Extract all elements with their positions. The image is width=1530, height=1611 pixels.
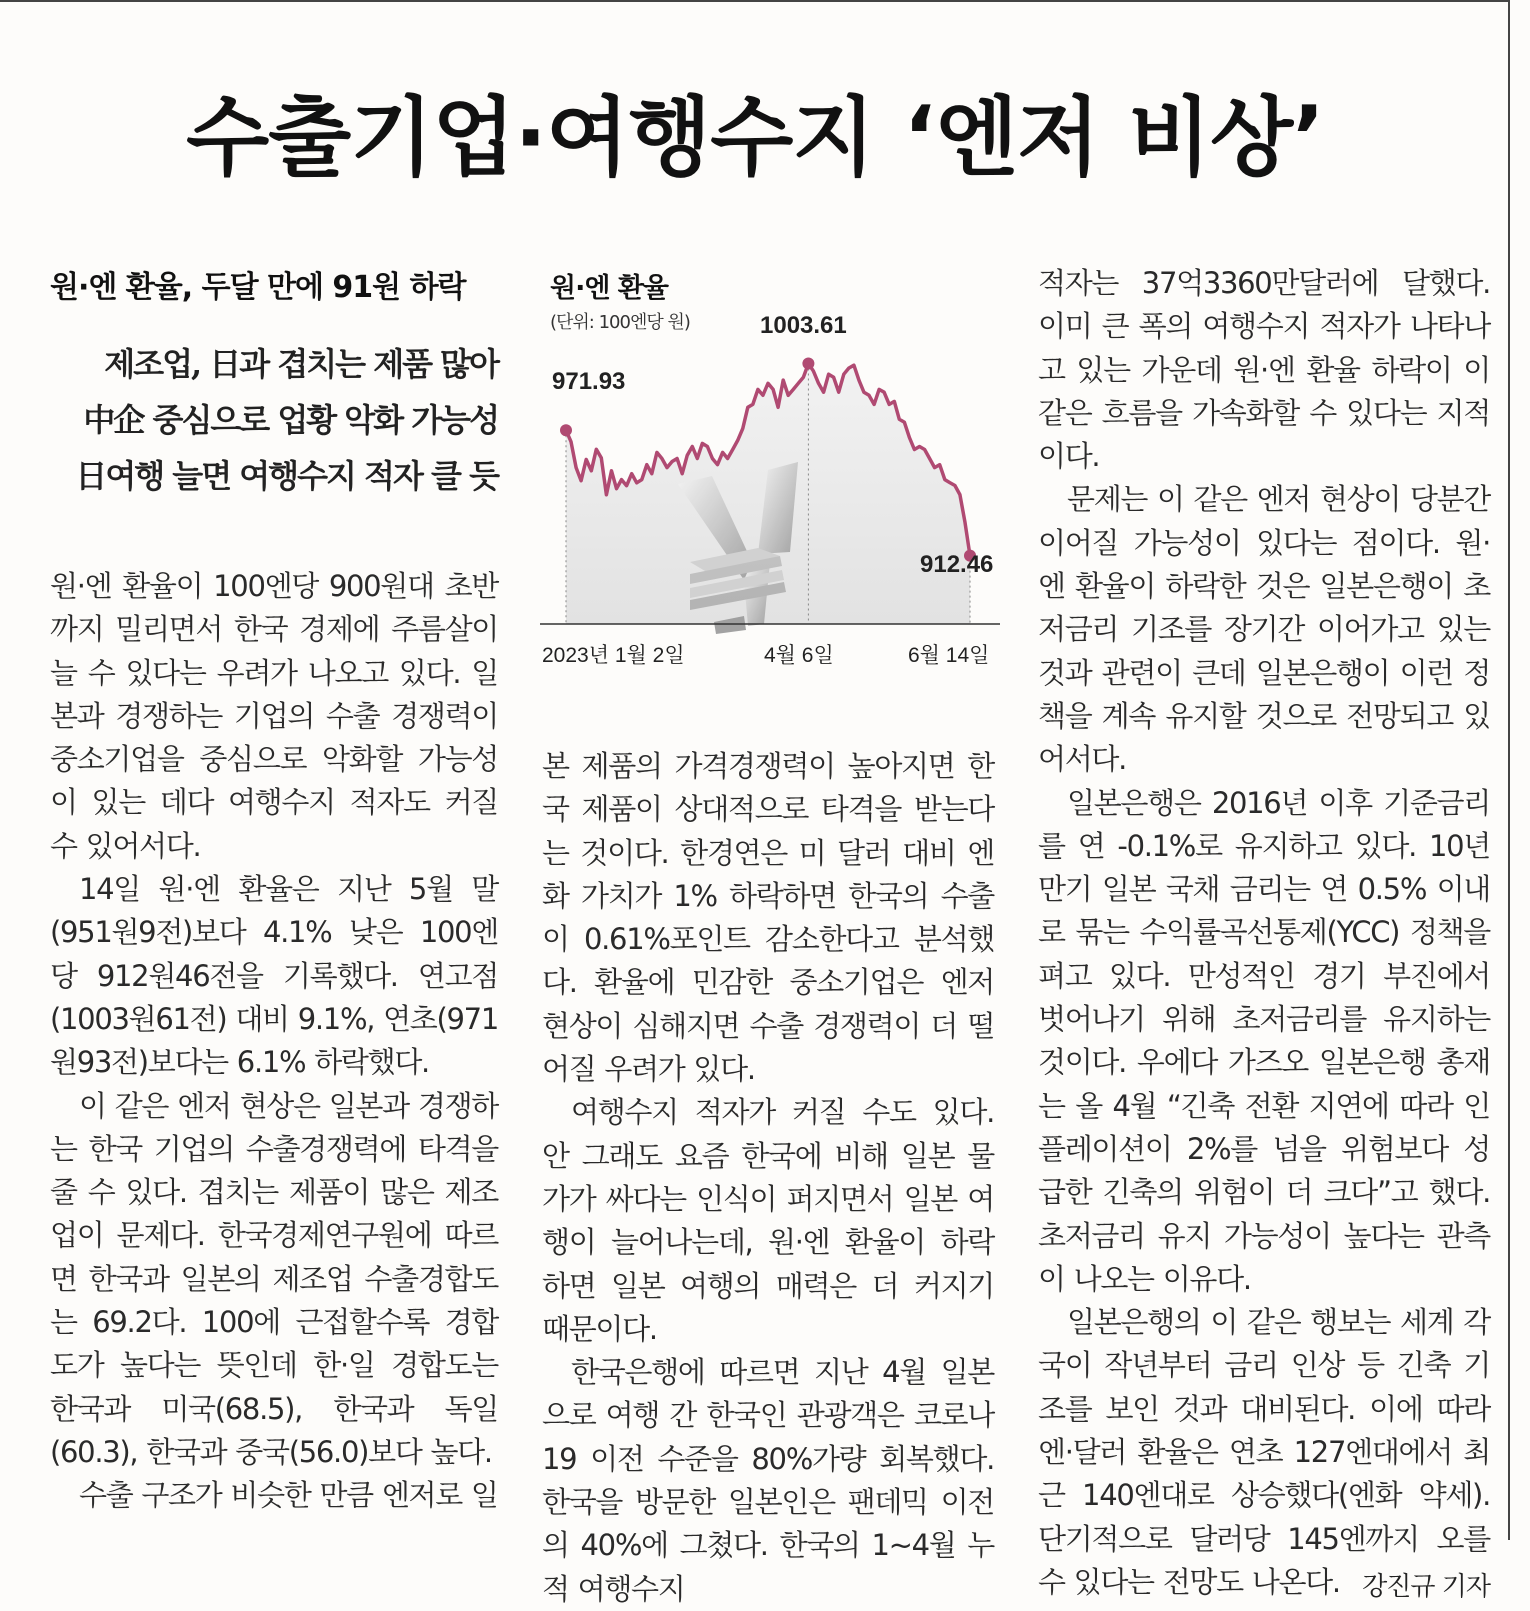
headline: 수출기업·여행수지 ‘엔저 비상’ — [186, 88, 1324, 188]
annotation-marker — [802, 357, 814, 369]
paragraph: 본 제품의 가격경쟁력이 높아지면 한국 제품이 상대적으로 타격을 받는다는 것이다. 한경연은 미 달러 대비 엔화 가치가 1% 하락하면 한국의 수출이 0.61%포인트 감소한다고 분석했다. 환율에 민감한 중소기업은 엔저 현상이 심해지면 수출 경쟁력이 더 떨어질 우려가 있다. — [542, 749, 994, 1087]
annotation-start: 971.93 — [552, 368, 626, 395]
paragraph: 이 같은 엔저 현상은 일본과 경쟁하는 한국 기업의 수출경쟁력에 타격을 줄 수 있다. 겹치는 제품이 많은 제조업이 문제다. 한국경제연구원에 따르면 한국과 일본의 제조업 수출경합도는 69.2다. 100에 근접할수록 경합도가 높다는 뜻인데 한·일 경합도는 한국과 미국(68.5), 한국과 독일(60.3), 한국과 중국(56.0)보다 높다. — [50, 1088, 498, 1469]
article-column-3 — [1038, 262, 1490, 1604]
x-tick-label: 6월 14일 — [908, 644, 990, 667]
paragraph: 14일 원·엔 환율은 지난 5월 말(951원9전)보다 4.1% 낮은 100엔당 912원46전을 기록했다. 연고점(1003원61전) 대비 9.1%, 연초(971원93전)보다는 6.1% 하락했다. — [50, 872, 498, 1080]
byline: 강진규 기자 — [1362, 1572, 1490, 1603]
subheadline-main: 원·엔 환율, 두달 만에 91원 하락 — [50, 270, 466, 305]
paragraph: 한국은행에 따르면 지난 4월 일본으로 여행 간 한국인 관광객은 코로나19 이전 수준을 80%가량 회복했다. 한국을 방문한 일본인은 팬데믹 이전의 40%에 그쳤다. 한국의 1~4월 누적 여행수지 — [542, 1355, 994, 1606]
x-tick-label: 2023년 1월 2일 — [542, 644, 685, 667]
subheadline-list — [50, 336, 498, 504]
annotation-end: 912.46 — [920, 551, 994, 578]
subheadline-line: 제조업, 日과 겹치는 제품 많아 — [104, 345, 498, 383]
x-tick-label: 4월 6일 — [764, 644, 834, 667]
top-rule — [0, 0, 1510, 2]
paragraph: 여행수지 적자가 커질 수도 있다. 안 그래도 요즘 한국에 비해 일본 물가가 싸다는 인식이 퍼지면서 일본 여행이 늘어나는데, 원·엔 환율이 하락하면 일본 여행의 매력은 더 커지기 때문이다. — [542, 1095, 994, 1346]
annotation-marker — [560, 424, 572, 436]
subheadline-line: 中企 중심으로 업황 악화 가능성 — [83, 401, 498, 439]
paragraph: 적자는 37억3360만달러에 달했다. 이미 큰 폭의 여행수지 적자가 나타나고 있는 가운데 원·엔 환율 하락이 이 같은 흐름을 가속화할 수 있다는 지적이다. — [1038, 266, 1490, 474]
paragraph: 수출 구조가 비슷한 만큼 엔저로 일 — [79, 1478, 498, 1513]
right-rule — [1508, 0, 1510, 1540]
chart-svg — [530, 262, 1010, 682]
exchange-rate-chart — [530, 262, 1010, 682]
chart-title: 원·엔 환율 — [550, 273, 668, 304]
paragraph: 일본은행의 이 같은 행보는 세계 각국이 작년부터 금리 인상 등 긴축 기조를 보인 것과 대비된다. 이에 따라 엔·달러 환율은 연초 127엔대에서 최근 140엔대로 상승했다(엔화 약세). 단기적으로 달러당 145엔까지 오를 수 있다는 전망도 나온다. — [1038, 1305, 1490, 1599]
paragraph: 문제는 이 같은 엔저 현상이 당분간 이어질 가능성이 있다는 점이다. 원·엔 환율이 하락한 것은 일본은행이 초저금리 기조를 장기간 이어가고 있는 것과 관련이 큰데 일본은행이 이런 정책을 계속 유지할 것으로 전망되고 있어서다. — [1038, 482, 1490, 777]
article-column-2 — [542, 745, 994, 1611]
chart-unit: (단위: 100엔당 원) — [550, 312, 690, 333]
subheadline-line: 日여행 늘면 여행수지 적자 클 듯 — [75, 457, 498, 495]
paragraph: 일본은행은 2016년 이후 기준금리를 연 -0.1%로 유지하고 있다. 10년 만기 일본 국채 금리는 연 0.5% 이내로 묶는 수익률곡선통제(YCC) 정책을 펴고 있다. 만성적인 경기 부진에서 벗어나기 위해 초저금리를 유지하는 것이다. 우에다 가즈오 일본은행 총재는 올 4월 “긴축 전환 지연에 따라 인플레이션이 2%를 넘을 위험보다 성급한 긴축의 위험이 더 크다”고 했다. 초저금리 유지 가능성이 높다는 관측이 나오는 이유다. — [1038, 785, 1490, 1296]
annotation-peak: 1003.61 — [760, 312, 847, 339]
article-column-1 — [50, 565, 498, 1518]
paragraph: 원·엔 환율이 100엔당 900원대 초반까지 밀리면서 한국 경제에 주름살이 늘 수 있다는 우려가 나오고 있다. 일본과 경쟁하는 기업의 수출 경쟁력이 중소기업을 중심으로 악화할 가능성이 있는 데다 여행수지 적자도 커질 수 있어서다. — [50, 569, 498, 863]
